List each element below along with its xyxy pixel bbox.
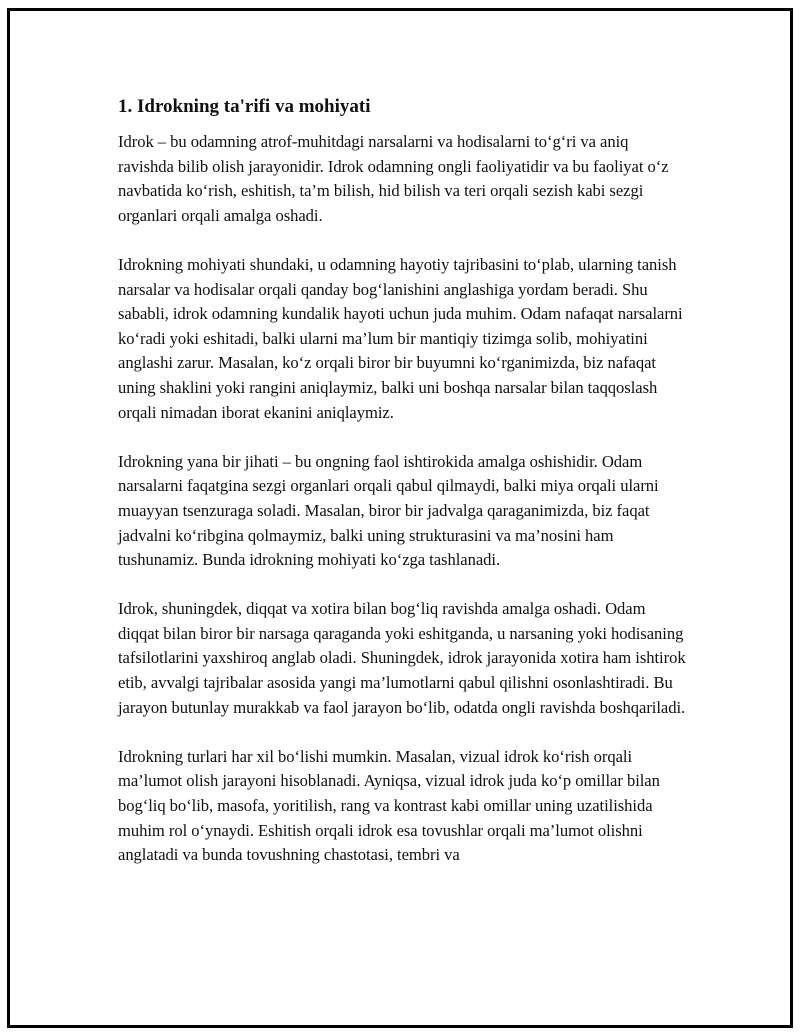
paragraph-2: Idrokning mohiyati shundaki, u odamning hayotiy tajribasini to‘plab, ularning tanish narsalar va hodisalar orqali qanday bog‘lanishini anglashiga yordam beradi. Shu sababli, idrok odamning kundalik hayoti uchun juda muhim. Odam nafaqat narsalarni ko‘radi yoki eshitadi, balki ularni ma’lum bir mantiqiy tizimga solib, mohiyatini anglashi zarur. Masalan, ko‘z orqali biror bir buyumni ko‘rganimizda, biz nafaqat uning shaklini yoki rangini aniqlaymiz, balki uni boshqa narsalar bilan taqqoslash orqali nimadan iborat ekanini aniqlaymiz. <box>118 254 683 422</box>
section-heading: 1. Idrokning ta'rifi va mohiyati <box>118 96 371 117</box>
paragraph-3: Idrokning yana bir jihati – bu ongning faol ishtirokida amalga oshishidir. Odam narsalarni faqatgina sezgi organlari orqali qabul qilmaydi, balki miya orqali ularni muayyan tsenzuraga soladi. Masalan, biror bir jadvalga qaraganimizda, biz faqat jadvalni ko‘ribgina qolmaymiz, balki uning strukturasini va ma’nosini ham tushunamiz. Bunda idrokning mohiyati ko‘zga tashlanadi. <box>118 451 659 570</box>
paragraph-4: Idrok, shuningdek, diqqat va xotira bilan bog‘liq ravishda amalga oshadi. Odam diqqat bilan biror bir narsaga qaraganda yoki eshitganda, u narsaning yoki hodisaning tafsilotlarini yaxshiroq anglab oladi. Shuningdek, idrok jarayonida xotira ham ishtirok etib, avvalgi tajribalar asosida yangi ma’lumotlarni qabul qilishni osonlashtiradi. Bu jarayon butunlay murakkab va faol jarayon bo‘lib, odatda ongli ravishda boshqariladi. <box>118 599 686 717</box>
document-body <box>118 94 688 892</box>
paragraph-1: Idrok – bu odamning atrof-muhitdagi narsalarni va hodisalarni to‘g‘ri va aniq ravishda bilib olish jarayonidir. Idrok odamning ongli faoliyatidir va bu faoliyat o‘z navbatida ko‘rish, eshitish, ta’m bilish, hid bilish va teri orqali sezish kabi sezgi organlari orqali amalga oshadi. <box>118 132 669 225</box>
paragraph-5: Idrokning turlari har xil bo‘lishi mumkin. Masalan, vizual idrok ko‘rish orqali ma’lumot olish jarayoni hisoblanadi. Ayniqsa, vizual idrok juda ko‘p omillar bilan bog‘liq bo‘lib, masofa, yoritilish, rang va kontrast kabi omillar uning uzatilishida muhim rol o‘ynaydi. Eshitish orqali idrok esa tovushlar orqali ma’lumot olishni anglatadi va bunda tovushning chastotasi, tembri va <box>118 746 660 865</box>
